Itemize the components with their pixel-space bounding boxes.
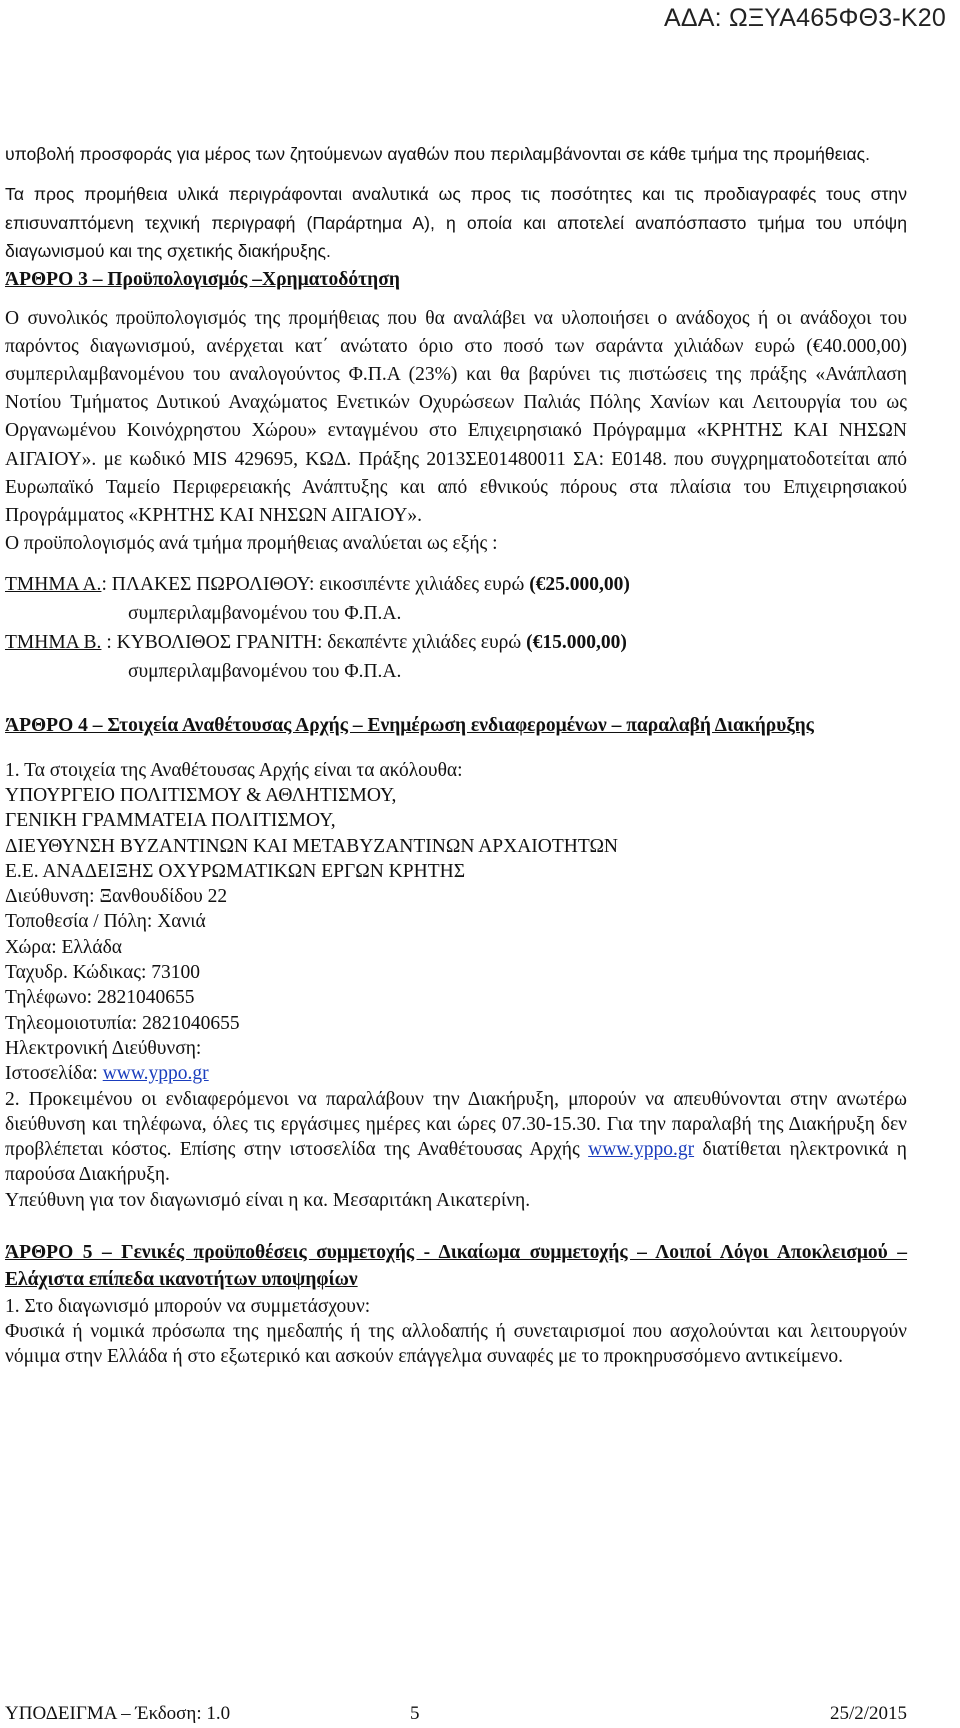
authority-line: ΓΕΝΙΚΗ ΓΡΑΜΜΑΤΕΙΑ ΠΟΛΙΤΙΣΜΟΥ, — [5, 810, 336, 832]
intro-paragraph-2: Τα προς προμήθεια υλικά περιγράφονται αναλυτικά ως προς τις ποσότητες και τις προδιαγραφές τους στην επισυναπτόμενη τεχνική περιγραφή (Παράρτημα Α), η οποία και αποτελεί αναπόσπαστο τμήμα του υπόψη διαγωνισμού και της σχετικής διακήρυξης. — [5, 184, 907, 262]
article-4-heading: ΆΡΘΡΟ 4 – Στοιχεία Αναθέτουσας Αρχής – Ενημέρωση ενδιαφερομένων – παραλαβή Διακήρυξης — [5, 715, 814, 737]
lot-list — [5, 570, 907, 686]
article-3-body: Ο συνολικός προϋπολογισμός της προμήθειας που θα αναλάβει να υλοποιήσει ο ανάδοχος ή οι ανάδοχοι του παρόντος διαγωνισμού, ανέρχεται κατ΄ ανώτατο όριο στο ποσό των σαράντα χιλιάδων ευρώ (€40.000,00) συμπεριλαμβανομένου του αναλογούντος Φ.Π.Α (23%) και θα βαρύνει τις πιστώσεις της πράξης «Ανάπλαση Νοτίου Τμήματος Δυτικού Αναχώματος Ενετικών Οχυρώσεων Παλιάς Πόλης Χανίων και Λειτουργία του ως Οργανωμένου Κοινόχρηστου Χώρου» ενταγμένου στο Επιχειρησιακό Πρόγραμμα «ΚΡΗΤΗΣ ΚΑΙ ΝΗΣΩΝ ΑΙΓΑΙΟΥ». με κωδικό MIS 429695, ΚΩΔ. Πράξης 2013ΣΕ01480011 ΣΑ: Ε0148. που συγχρηματοδοτείται από Ευρωπαϊκό Ταμείο Περιφερειακής Ανάπτυξης και από εθνικούς πόρους στα πλαίσια του Επιχειρησιακού Προγράμματος «ΚΡΗΤΗΣ ΚΑΙ ΝΗΣΩΝ ΑΙΓΑΙΟΥ». — [5, 308, 907, 526]
authority-line: ΔΙΕΥΘΥΝΣΗ ΒΥΖΑΝΤΙΝΩΝ ΚΑΙ ΜΕΤΑΒΥΖΑΝΤΙΝΩΝ ΑΡΧΑΙΟΤΗΤΩΝ — [5, 835, 619, 857]
authority-line: Ε.Ε. ΑΝΑΔΕΙΞΗΣ ΟΧΥΡΩΜΑΤΙΚΩΝ ΕΡΓΩΝ ΚΡΗΤΗΣ — [5, 860, 466, 882]
lot-a-desc: : ΠΛΑΚΕΣ ΠΩΡΟΛΙΘΟΥ: εικοσιπέντε χιλιάδες ευρώ — [101, 574, 530, 596]
lot-b-desc: : ΚΥΒΟΛΙΘΟΣ ΓΡΑΝΙΤΗ: δεκαπέντε χιλιάδες ευρώ — [101, 632, 527, 654]
authority-line: Τοποθεσία / Πόλη: Χανιά — [5, 911, 206, 933]
article-4-paragraph-2 — [5, 1087, 907, 1188]
authority-line: ΥΠΟΥΡΓΕΙΟ ΠΟΛΙΤΙΣΜΟΥ & ΑΘΛΗΤΙΣΜΟΥ, — [5, 784, 397, 806]
lot-b — [5, 628, 907, 657]
lot-a-code: ΤΜΗΜΑ Α. — [5, 574, 102, 596]
responsible-person: Υπεύθυνη για τον διαγωνισμό είναι η κα. Μεσαριτάκη Αικατερίνη. — [5, 1189, 531, 1211]
lot-a-amount: (€25.000,00) — [529, 574, 630, 596]
p2-text-a: 2. Προκειμένου οι ενδιαφερόμενοι να παραλάβουν την Διακήρυξη, μπορούν να απευθύνονται στην ανωτέρω διεύθυνση και τηλέφωνα, όλες τις εργάσιμες ημέρες και ώρες 07.30-15.30. Για την παραλαβή της Διακήρυξη δεν προβλέπεται κόστος. Επίσης στην ιστοσελίδα της Αναθέτουσας Αρχής — [5, 1088, 907, 1161]
article-3-heading: ΆΡΘΡΟ 3 – Προϋπολογισμός –Χρηματοδότηση — [5, 268, 400, 290]
article-5-line-1: 1. Στο διαγωνισμό μπορούν να συμμετάσχουν: — [5, 1295, 371, 1317]
website-label: Ιστοσελίδα: — [5, 1063, 103, 1085]
footer-template-version: ΥΠΟΔΕΙΓΜΑ – Έκδοση: 1.0 — [5, 1703, 231, 1724]
footer-date: 25/2/2015 — [829, 1703, 907, 1724]
authority-line: Ηλεκτρονική Διεύθυνση: — [5, 1037, 202, 1059]
lot-b-amount: (€15.000,00) — [526, 632, 627, 654]
authority-line: Χώρα: Ελλάδα — [5, 936, 122, 958]
authority-line: Τηλέφωνο: 2821040655 — [5, 987, 195, 1009]
document-page — [5, 140, 907, 1370]
authority-line: Τηλεομοιοτυπία: 2821040655 — [5, 1012, 240, 1034]
lot-b-code: ΤΜΗΜΑ Β. — [5, 632, 102, 654]
lot-b-vat: συμπεριλαμβανομένου του Φ.Π.Α. — [128, 661, 402, 683]
authority-line: Διεύθυνση: Ξανθουδίδου 22 — [5, 886, 228, 908]
budget-breakdown-intro: Ο προϋπολογισμός ανά τμήμα προμήθειας αναλύεται ως εξής : — [5, 532, 498, 554]
ada-code: ΑΔΑ: ΩΞΥΑ465ΦΘ3-Κ20 — [664, 4, 946, 32]
lot-a — [5, 570, 907, 599]
website-link[interactable]: www.yppo.gr — [102, 1063, 209, 1085]
lot-a-vat: συμπεριλαμβανομένου του Φ.Π.Α. — [128, 603, 402, 625]
article-5-body — [5, 1294, 907, 1370]
footer-page-number: 5 — [410, 1703, 420, 1724]
authority-line: Ταχυδρ. Κώδικας: 73100 — [5, 962, 201, 984]
p2-text-b: διατίθεται ηλεκτρονικά η παρούσα Διακήρυξη. — [5, 1139, 907, 1186]
website-link-inline[interactable]: www.yppo.gr — [588, 1139, 695, 1161]
article-5-heading: ΆΡΘΡΟ 5 – Γενικές προϋποθέσεις συμμετοχής - Δικαίωμα συμμετοχής – Λοιποί Λόγοι Αποκλεισμού – Ελάχιστα επίπεδα ικανοτήτων υποψηφίων — [5, 1242, 907, 1291]
intro-paragraph-1: υποβολή προσφοράς για μέρος των ζητούμενων αγαθών που περιλαμβάνονται σε κάθε τμήμα της προμήθειας. — [5, 144, 870, 164]
authority-line: 1. Τα στοιχεία της Αναθέτουσας Αρχής είναι τα ακόλουθα: — [5, 759, 463, 781]
article-5-paragraph: Φυσικά ή νομικά πρόσωπα της ημεδαπής ή της αλλοδαπής ή συνεταιρισμοί που ασχολούνται και λειτουργούν νόμιμα στην Ελλάδα ή στο εξωτερικό και ασκούν επάγγελμα συναφές με το προκηρυσσόμενο αντικείμενο. — [5, 1321, 907, 1368]
authority-details — [5, 758, 907, 1213]
website-line — [5, 1061, 907, 1086]
